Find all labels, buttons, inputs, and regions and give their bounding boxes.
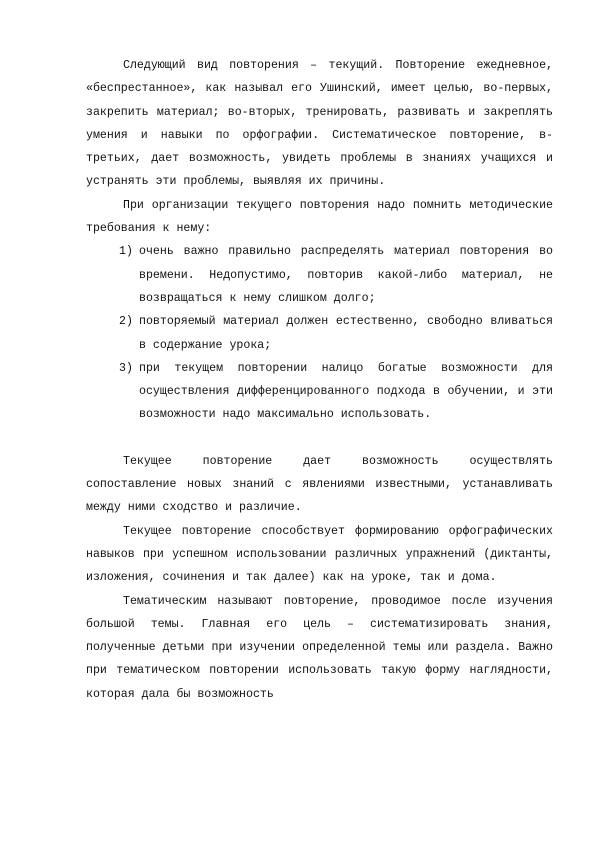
list-item-text: повторяемый материал должен естественно, свободно вливаться в содержание урока;	[139, 315, 553, 352]
list-item-text: при текущем повторении налицо богатые возможности для осуществления дифференцированного подхода в обучении, и эти возможности надо максимально использовать.	[139, 361, 553, 422]
paragraph-spelling-skills: Текущее повторение способствует формированию орфографических навыков при успешном использовании различных упражнений (диктанты, изложения, сочинения и так далее) как на уроке, так и дома.	[86, 524, 553, 585]
list-item-number: 2)	[119, 315, 133, 329]
requirements-list	[86, 240, 553, 426]
list-item-text: очень важно правильно распределять материал повторения во времени. Недопустимо, повторив какой-либо материал, не возвращаться к нему слишком долго;	[139, 245, 553, 305]
paragraph-current-repetition: Следующий вид повторения – текущий. Повторение ежедневное, «беспрестанное», как называл его Ушинский, имеет целью, во-первых, закрепить материал; во-вторых, тренировать, развивать и закреплять умения и навыки по орфографии. Систематическое повторение, в-третьих, дает возможность, увидеть проблемы в знаниях учащихся и устранять эти проблемы, выявляя их причины.	[86, 59, 553, 189]
document-page	[86, 54, 553, 706]
paragraph-comparison: Текущее повторение дает возможность осуществлять сопоставление новых знаний с явлениями известными, устанавливать между ними сходство и различие.	[86, 454, 553, 515]
list-item-number: 3)	[119, 361, 133, 375]
paragraph-requirements-intro: При организации текущего повторения надо помнить методические требования к нему:	[86, 198, 553, 236]
list-item-number: 1)	[119, 245, 133, 259]
paragraph-thematic-repetition: Тематическим называют повторение, проводимое после изучения большой темы. Главная его цель – систематизировать знания, полученные детьми при изучении определенной темы или раздела. Важно при тематическом повторении использовать такую форму наглядности, которая дала бы возможность	[86, 594, 553, 701]
list-item	[86, 240, 553, 310]
list-item	[86, 357, 553, 427]
blank-line	[86, 427, 553, 450]
list-item	[86, 310, 553, 357]
